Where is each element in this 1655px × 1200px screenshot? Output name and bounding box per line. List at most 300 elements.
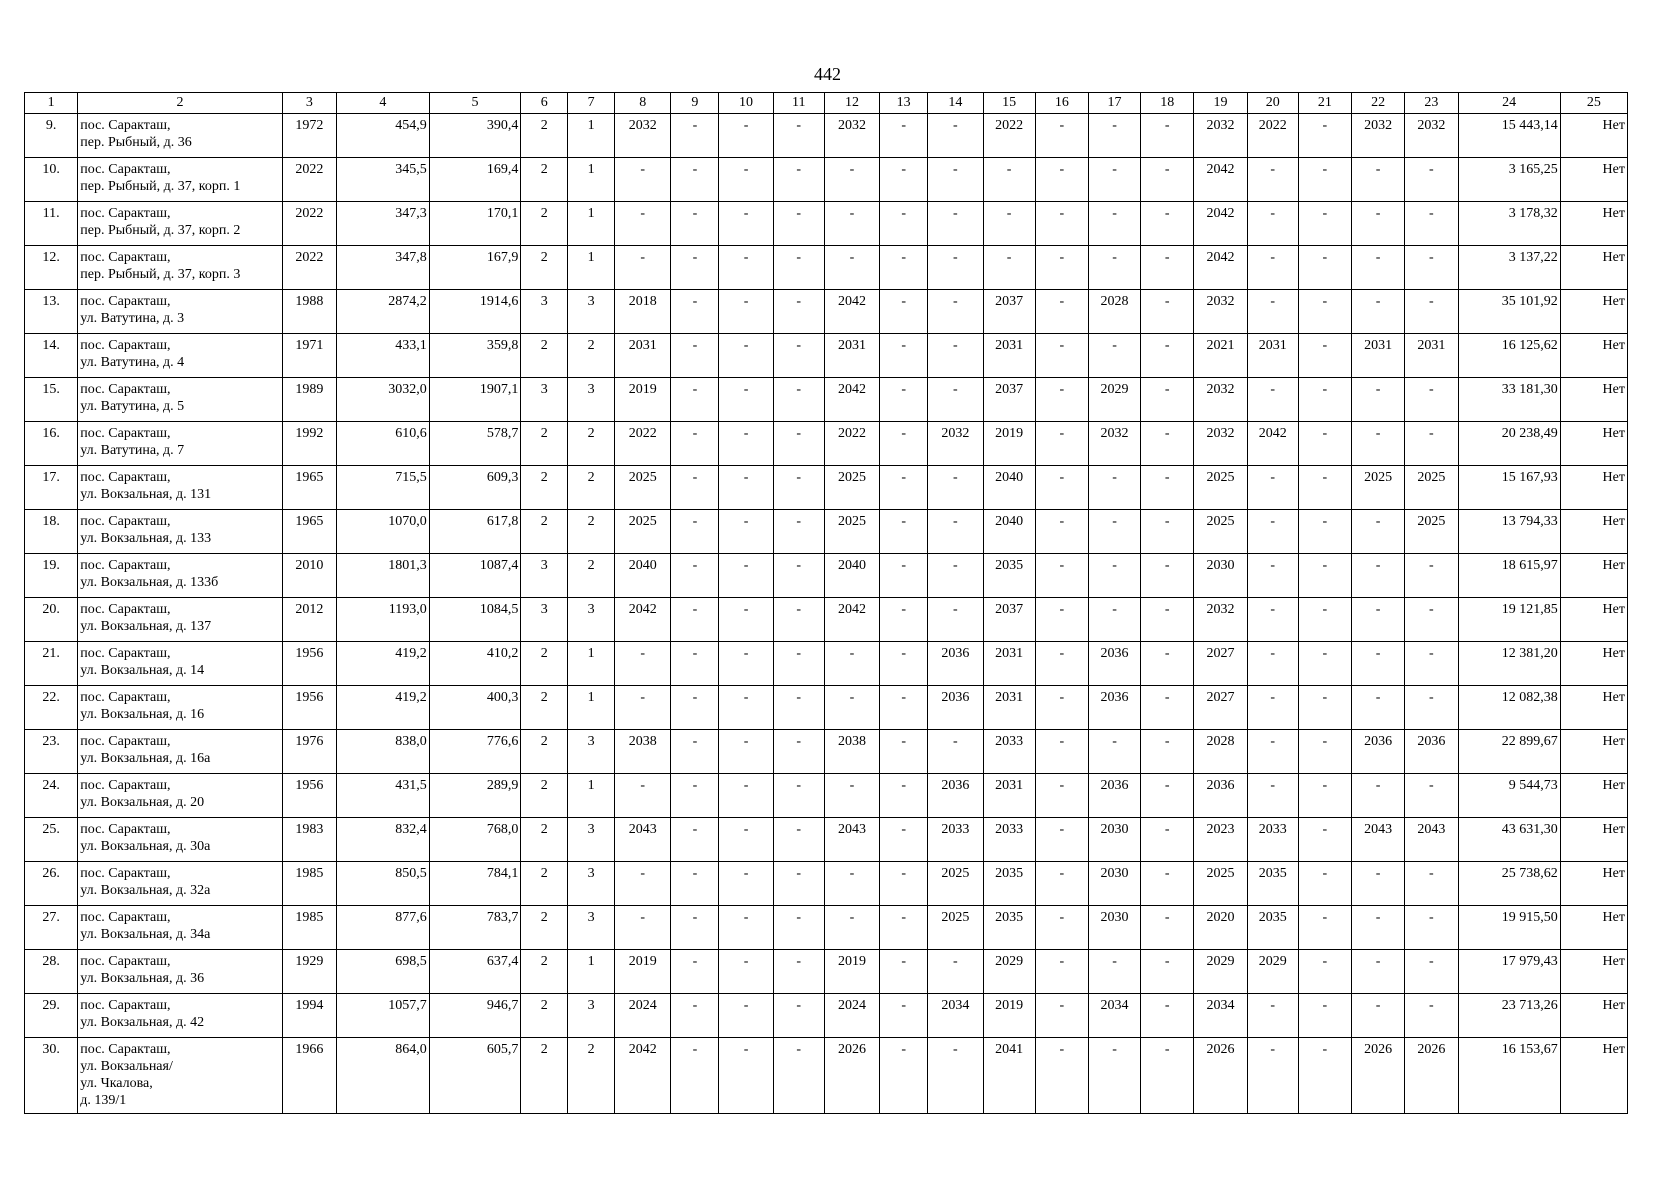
table-cell: - xyxy=(1035,906,1088,950)
cost-cell: 3 178,32 xyxy=(1458,202,1560,246)
table-cell: - xyxy=(1298,422,1351,466)
table-cell: - xyxy=(1141,290,1194,334)
status-cell: Нет xyxy=(1560,906,1627,950)
table-cell: 1956 xyxy=(282,774,336,818)
table-cell: - xyxy=(719,510,773,554)
table-cell: - xyxy=(671,818,719,862)
row-number-cell: 18. xyxy=(25,510,78,554)
table-cell: 2 xyxy=(568,466,615,510)
table-cell: 2025 xyxy=(928,862,983,906)
table-cell: - xyxy=(1141,378,1194,422)
table-cell: 776,6 xyxy=(429,730,521,774)
table-cell: - xyxy=(1352,246,1405,290)
table-cell: 1084,5 xyxy=(429,598,521,642)
table-cell: 2034 xyxy=(1088,994,1140,1038)
table-cell: - xyxy=(1405,422,1458,466)
table-cell: - xyxy=(1298,730,1351,774)
table-cell: - xyxy=(1352,510,1405,554)
table-cell: 2024 xyxy=(824,994,879,1038)
address-cell: пос. Саракташ, ул. Вокзальная, д. 30а xyxy=(78,818,283,862)
status-cell: Нет xyxy=(1560,466,1627,510)
table-cell: 2042 xyxy=(1194,202,1247,246)
table-cell: - xyxy=(1405,994,1458,1038)
table-cell: - xyxy=(671,422,719,466)
address-cell: пос. Саракташ, ул. Вокзальная, д. 34а xyxy=(78,906,283,950)
table-cell: - xyxy=(773,906,824,950)
table-cell: 419,2 xyxy=(337,642,430,686)
row-number-cell: 28. xyxy=(25,950,78,994)
cost-cell: 25 738,62 xyxy=(1458,862,1560,906)
table-cell: - xyxy=(773,950,824,994)
address-cell: пос. Саракташ, ул. Ватутина, д. 5 xyxy=(78,378,283,422)
table-cell: - xyxy=(773,422,824,466)
table-cell: 2 xyxy=(568,554,615,598)
table-cell: 2043 xyxy=(1405,818,1458,862)
table-cell: 2030 xyxy=(1088,906,1140,950)
row-number-cell: 15. xyxy=(25,378,78,422)
table-cell: 2022 xyxy=(282,246,336,290)
table-cell: - xyxy=(1405,378,1458,422)
status-cell: Нет xyxy=(1560,334,1627,378)
column-header: 5 xyxy=(429,93,521,114)
table-cell: - xyxy=(671,466,719,510)
table-cell: - xyxy=(1352,862,1405,906)
table-cell: - xyxy=(719,334,773,378)
table-cell: 2042 xyxy=(615,598,671,642)
address-cell: пос. Саракташ, ул. Вокзальная, д. 14 xyxy=(78,642,283,686)
table-cell: - xyxy=(671,246,719,290)
table-cell: - xyxy=(928,334,983,378)
table-cell: - xyxy=(671,642,719,686)
table-cell: - xyxy=(880,290,928,334)
table-cell: - xyxy=(1035,158,1088,202)
table-cell: 2025 xyxy=(824,466,879,510)
row-number-cell: 12. xyxy=(25,246,78,290)
table-cell: - xyxy=(880,554,928,598)
table-cell: 2026 xyxy=(1405,1038,1458,1114)
table-cell: 2031 xyxy=(824,334,879,378)
table-cell: - xyxy=(773,114,824,158)
table-cell: - xyxy=(1352,950,1405,994)
table-cell: 2032 xyxy=(1405,114,1458,158)
table-cell: - xyxy=(1298,906,1351,950)
table-cell: 2040 xyxy=(615,554,671,598)
table-cell: 2 xyxy=(521,510,568,554)
table-cell: 2036 xyxy=(1405,730,1458,774)
table-cell: 410,2 xyxy=(429,642,521,686)
cost-cell: 19 915,50 xyxy=(1458,906,1560,950)
table-cell: - xyxy=(1247,466,1298,510)
table-cell: 2036 xyxy=(1088,642,1140,686)
table-cell: - xyxy=(1405,246,1458,290)
table-cell: 2043 xyxy=(824,818,879,862)
table-cell: 1989 xyxy=(282,378,336,422)
table-cell: - xyxy=(671,114,719,158)
status-cell: Нет xyxy=(1560,686,1627,730)
table-cell: - xyxy=(1035,730,1088,774)
table-cell: 2022 xyxy=(1247,114,1298,158)
table-cell: 2 xyxy=(521,158,568,202)
table-cell: 2 xyxy=(521,730,568,774)
table-cell: - xyxy=(1088,334,1140,378)
status-cell: Нет xyxy=(1560,1038,1627,1114)
table-cell: - xyxy=(880,862,928,906)
row-number-cell: 13. xyxy=(25,290,78,334)
table-cell: - xyxy=(1141,202,1194,246)
table-cell: 784,1 xyxy=(429,862,521,906)
table-cell: 2041 xyxy=(983,1038,1035,1114)
column-header: 3 xyxy=(282,93,336,114)
table-row xyxy=(25,730,1628,774)
table-cell: 2036 xyxy=(928,642,983,686)
column-header: 2 xyxy=(78,93,283,114)
table-cell: - xyxy=(928,202,983,246)
table-cell: 1965 xyxy=(282,466,336,510)
address-cell: пос. Саракташ, ул. Вокзальная, д. 137 xyxy=(78,598,283,642)
table-cell: 1 xyxy=(568,202,615,246)
table-cell: - xyxy=(773,510,824,554)
table-cell: - xyxy=(1141,730,1194,774)
table-cell: - xyxy=(773,774,824,818)
table-cell: 2038 xyxy=(824,730,879,774)
table-cell: - xyxy=(615,686,671,730)
table-cell: 1971 xyxy=(282,334,336,378)
table-cell: - xyxy=(928,290,983,334)
table-cell: 1 xyxy=(568,950,615,994)
table-cell: 2036 xyxy=(928,774,983,818)
table-cell: 2031 xyxy=(1247,334,1298,378)
address-cell: пос. Саракташ, ул. Вокзальная, д. 133 xyxy=(78,510,283,554)
table-cell: - xyxy=(1141,554,1194,598)
column-header: 24 xyxy=(1458,93,1560,114)
cost-cell: 22 899,67 xyxy=(1458,730,1560,774)
table-cell: - xyxy=(880,334,928,378)
table-cell: - xyxy=(824,202,879,246)
cost-cell: 9 544,73 xyxy=(1458,774,1560,818)
table-cell: 2034 xyxy=(1194,994,1247,1038)
table-cell: 637,4 xyxy=(429,950,521,994)
table-cell: 2029 xyxy=(1247,950,1298,994)
table-cell: - xyxy=(1141,510,1194,554)
table-cell: - xyxy=(1405,598,1458,642)
table-cell: 1057,7 xyxy=(337,994,430,1038)
table-cell: - xyxy=(671,686,719,730)
table-cell: - xyxy=(880,598,928,642)
table-row xyxy=(25,906,1628,950)
table-cell: - xyxy=(1141,422,1194,466)
table-cell: 2037 xyxy=(983,290,1035,334)
table-cell: - xyxy=(1405,290,1458,334)
table-cell: - xyxy=(1088,466,1140,510)
table-cell: - xyxy=(1088,1038,1140,1114)
table-cell: - xyxy=(1035,422,1088,466)
row-number-cell: 11. xyxy=(25,202,78,246)
table-cell: - xyxy=(1035,950,1088,994)
table-cell: 2025 xyxy=(1405,510,1458,554)
table-cell: 1087,4 xyxy=(429,554,521,598)
cost-cell: 13 794,33 xyxy=(1458,510,1560,554)
address-cell: пос. Саракташ, пер. Рыбный, д. 37, корп. 2 xyxy=(78,202,283,246)
table-cell: 2042 xyxy=(1194,246,1247,290)
table-cell: 2019 xyxy=(983,994,1035,1038)
status-cell: Нет xyxy=(1560,158,1627,202)
table-cell: - xyxy=(1298,554,1351,598)
address-cell: пос. Саракташ, пер. Рыбный, д. 36 xyxy=(78,114,283,158)
cost-cell: 16 153,67 xyxy=(1458,1038,1560,1114)
column-header: 21 xyxy=(1298,93,1351,114)
column-header: 4 xyxy=(337,93,430,114)
table-cell: 2042 xyxy=(824,378,879,422)
status-cell: Нет xyxy=(1560,730,1627,774)
table-cell: 1985 xyxy=(282,906,336,950)
table-cell: 169,4 xyxy=(429,158,521,202)
table-cell: 2036 xyxy=(1352,730,1405,774)
table-cell: 2024 xyxy=(615,994,671,1038)
table-cell: 1966 xyxy=(282,1038,336,1114)
table-cell: - xyxy=(1035,290,1088,334)
table-cell: - xyxy=(671,202,719,246)
table-cell: - xyxy=(1141,994,1194,1038)
table-cell: - xyxy=(719,862,773,906)
cost-cell: 16 125,62 xyxy=(1458,334,1560,378)
table-cell: 3 xyxy=(568,818,615,862)
table-cell: - xyxy=(1247,202,1298,246)
table-cell: 2035 xyxy=(983,554,1035,598)
table-cell: 2022 xyxy=(983,114,1035,158)
table-cell: - xyxy=(1141,950,1194,994)
table-row xyxy=(25,466,1628,510)
table-cell: - xyxy=(719,246,773,290)
row-number-cell: 10. xyxy=(25,158,78,202)
table-cell: - xyxy=(983,158,1035,202)
table-cell: - xyxy=(1298,158,1351,202)
table-cell: 1 xyxy=(568,642,615,686)
table-cell: - xyxy=(1405,554,1458,598)
table-cell: - xyxy=(671,774,719,818)
row-number-cell: 16. xyxy=(25,422,78,466)
table-cell: - xyxy=(1298,642,1351,686)
column-header: 18 xyxy=(1141,93,1194,114)
table-cell: 877,6 xyxy=(337,906,430,950)
table-cell: - xyxy=(824,774,879,818)
table-cell: 2023 xyxy=(1194,818,1247,862)
table-cell: 347,3 xyxy=(337,202,430,246)
table-cell: 2032 xyxy=(1194,378,1247,422)
table-cell: - xyxy=(719,950,773,994)
table-cell: 2022 xyxy=(615,422,671,466)
table-cell: 698,5 xyxy=(337,950,430,994)
table-cell: - xyxy=(773,730,824,774)
table-cell: 1976 xyxy=(282,730,336,774)
table-cell: - xyxy=(1035,686,1088,730)
table-cell: - xyxy=(1298,334,1351,378)
table-cell: - xyxy=(824,158,879,202)
row-number-cell: 26. xyxy=(25,862,78,906)
table-cell: - xyxy=(824,246,879,290)
cost-cell: 17 979,43 xyxy=(1458,950,1560,994)
column-header: 13 xyxy=(880,93,928,114)
table-cell: 2035 xyxy=(983,906,1035,950)
table-cell: 1988 xyxy=(282,290,336,334)
address-cell: пос. Саракташ, ул. Вокзальная, д. 133б xyxy=(78,554,283,598)
table-cell: - xyxy=(615,906,671,950)
table-cell: 2019 xyxy=(615,950,671,994)
status-cell: Нет xyxy=(1560,642,1627,686)
column-header: 9 xyxy=(671,93,719,114)
table-cell: 1985 xyxy=(282,862,336,906)
table-cell: 2033 xyxy=(1247,818,1298,862)
table-cell: 2031 xyxy=(983,774,1035,818)
table-cell: 864,0 xyxy=(337,1038,430,1114)
table-cell: 2 xyxy=(521,818,568,862)
table-cell: - xyxy=(880,686,928,730)
address-cell: пос. Саракташ, ул. Вокзальная, д. 16а xyxy=(78,730,283,774)
table-cell: 3 xyxy=(521,378,568,422)
row-number-cell: 23. xyxy=(25,730,78,774)
column-header: 22 xyxy=(1352,93,1405,114)
table-cell: - xyxy=(1298,818,1351,862)
status-cell: Нет xyxy=(1560,246,1627,290)
table-cell: - xyxy=(1035,334,1088,378)
table-cell: 2043 xyxy=(615,818,671,862)
status-cell: Нет xyxy=(1560,994,1627,1038)
table-cell: - xyxy=(1088,730,1140,774)
table-cell: 2032 xyxy=(1088,422,1140,466)
table-cell: 1929 xyxy=(282,950,336,994)
table-cell: 2029 xyxy=(983,950,1035,994)
table-cell: - xyxy=(1247,158,1298,202)
status-cell: Нет xyxy=(1560,818,1627,862)
table-cell: 2033 xyxy=(928,818,983,862)
table-cell: - xyxy=(615,642,671,686)
table-cell: - xyxy=(719,1038,773,1114)
table-cell: 1 xyxy=(568,686,615,730)
table-cell: - xyxy=(671,862,719,906)
table-row xyxy=(25,378,1628,422)
table-cell: - xyxy=(1141,906,1194,950)
column-header: 23 xyxy=(1405,93,1458,114)
table-cell: - xyxy=(773,290,824,334)
table-cell: 2031 xyxy=(983,686,1035,730)
table-cell: 2 xyxy=(568,510,615,554)
table-cell: - xyxy=(773,994,824,1038)
table-cell: - xyxy=(1035,246,1088,290)
table-cell: 2035 xyxy=(983,862,1035,906)
table-cell: 2031 xyxy=(983,642,1035,686)
table-cell: 2043 xyxy=(1352,818,1405,862)
table-cell: 2032 xyxy=(1194,598,1247,642)
table-cell: - xyxy=(1035,1038,1088,1114)
table-cell: 783,7 xyxy=(429,906,521,950)
table-cell: 2042 xyxy=(1194,158,1247,202)
table-cell: 2022 xyxy=(282,202,336,246)
column-header: 20 xyxy=(1247,93,1298,114)
table-cell: - xyxy=(1405,686,1458,730)
table-cell: - xyxy=(1352,686,1405,730)
table-cell: - xyxy=(928,730,983,774)
column-header: 8 xyxy=(615,93,671,114)
table-cell: 2 xyxy=(568,1038,615,1114)
table-cell: - xyxy=(1141,114,1194,158)
table-cell: - xyxy=(824,906,879,950)
table-cell: - xyxy=(1035,818,1088,862)
table-cell: 2 xyxy=(521,686,568,730)
table-cell: 2 xyxy=(521,642,568,686)
table-cell: 2029 xyxy=(1194,950,1247,994)
table-cell: 2025 xyxy=(1194,862,1247,906)
status-cell: Нет xyxy=(1560,862,1627,906)
table-cell: 2026 xyxy=(1352,1038,1405,1114)
row-number-cell: 21. xyxy=(25,642,78,686)
address-cell: пос. Саракташ, ул. Вокзальная, д. 32а xyxy=(78,862,283,906)
table-cell: 2031 xyxy=(1405,334,1458,378)
table-cell: - xyxy=(773,158,824,202)
table-cell: - xyxy=(1352,774,1405,818)
table-cell: 2030 xyxy=(1088,818,1140,862)
table-cell: - xyxy=(1405,862,1458,906)
table-cell: - xyxy=(880,950,928,994)
address-cell: пос. Саракташ, ул. Ватутина, д. 7 xyxy=(78,422,283,466)
table-cell: - xyxy=(1141,774,1194,818)
table-cell: 1 xyxy=(568,246,615,290)
table-cell: - xyxy=(1298,202,1351,246)
table-cell: 2 xyxy=(521,1038,568,1114)
table-cell: - xyxy=(1141,334,1194,378)
table-cell: - xyxy=(880,158,928,202)
cost-cell: 35 101,92 xyxy=(1458,290,1560,334)
table-cell: - xyxy=(1035,378,1088,422)
table-cell: 1972 xyxy=(282,114,336,158)
table-cell: 2030 xyxy=(1088,862,1140,906)
table-cell: - xyxy=(615,862,671,906)
table-cell: 390,4 xyxy=(429,114,521,158)
table-row xyxy=(25,202,1628,246)
table-cell: - xyxy=(773,378,824,422)
table-cell: - xyxy=(1141,158,1194,202)
table-cell: 2033 xyxy=(983,730,1035,774)
table-cell: 3 xyxy=(568,862,615,906)
table-cell: 3 xyxy=(568,730,615,774)
table-cell: - xyxy=(773,818,824,862)
table-cell: - xyxy=(1247,642,1298,686)
table-cell: 2037 xyxy=(983,598,1035,642)
table-cell: 1983 xyxy=(282,818,336,862)
column-header: 11 xyxy=(773,93,824,114)
repair-schedule-table xyxy=(24,92,1628,1114)
table-cell: - xyxy=(1405,202,1458,246)
table-cell: 1907,1 xyxy=(429,378,521,422)
table-cell: - xyxy=(719,422,773,466)
table-cell: - xyxy=(719,202,773,246)
table-cell: 2 xyxy=(521,466,568,510)
table-cell: 2 xyxy=(521,422,568,466)
table-cell: - xyxy=(671,950,719,994)
table-cell: - xyxy=(880,466,928,510)
table-cell: - xyxy=(1035,202,1088,246)
table-cell: 419,2 xyxy=(337,686,430,730)
table-cell: - xyxy=(615,246,671,290)
table-cell: - xyxy=(1298,994,1351,1038)
table-cell: 2 xyxy=(568,422,615,466)
table-cell: 347,8 xyxy=(337,246,430,290)
table-row xyxy=(25,950,1628,994)
status-cell: Нет xyxy=(1560,202,1627,246)
table-cell: 2037 xyxy=(983,378,1035,422)
table-cell: - xyxy=(1298,510,1351,554)
table-cell: 832,4 xyxy=(337,818,430,862)
table-cell: - xyxy=(1352,158,1405,202)
table-cell: 1992 xyxy=(282,422,336,466)
